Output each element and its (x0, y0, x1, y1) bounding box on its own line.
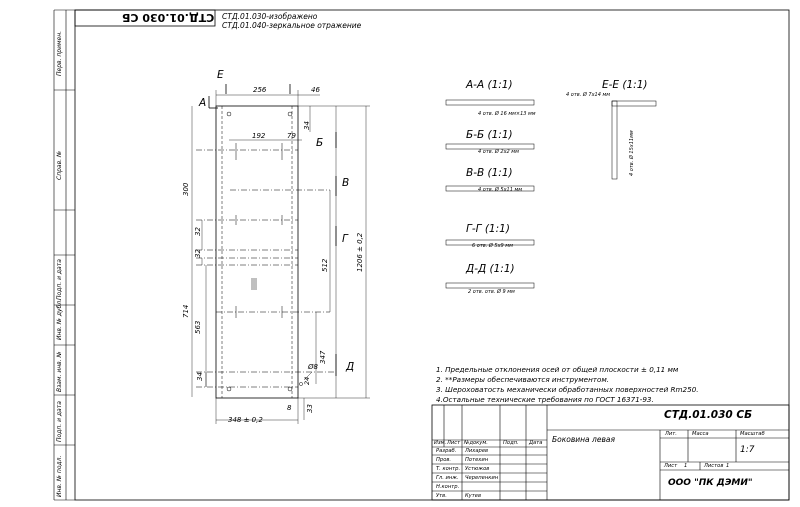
tb-sheet-label: Лист (664, 463, 678, 469)
margin-podp-data-2: Подп. и дата (56, 401, 63, 442)
dim-512: 512 (321, 258, 329, 272)
tb-role-nkontr: Н.контр. (436, 484, 460, 490)
dim-46: 46 (311, 86, 320, 94)
view-label-g: Г (342, 233, 348, 245)
tb-role-razrab: Разраб. (436, 448, 457, 454)
tb-col-podp: Подп. (503, 440, 519, 446)
dim-79: 79 (287, 132, 296, 140)
dimension-lines (192, 90, 370, 424)
tb-doc-code: СТД.01.030 СБ (664, 409, 753, 421)
tech-note-2: 2. **Размеры обеспечиваются инструментом. (436, 375, 610, 384)
dim-347: 347 (319, 350, 327, 364)
mirrored-stamp-code: СТД.01.030 СБ (122, 11, 215, 24)
tb-role-glinzh: Гл. инж. (436, 475, 459, 481)
view-label-a: А (199, 97, 207, 109)
tech-note-4: 4.Остальные технические требования по ГОСТ 16371-93. (436, 395, 654, 404)
dim-348: 348 ± 0,2 (228, 416, 263, 424)
tb-sheets-label: Листов (704, 463, 724, 469)
section-bb-note: 4 отв. Ø 2х2 мм (478, 149, 519, 155)
tb-col-izm: Изм. (434, 440, 447, 446)
dim-24: 24 (303, 376, 311, 385)
margin-vzam-inv: Взам. инв. № (56, 351, 63, 392)
tb-name-tkontr: Устюжов (465, 466, 490, 472)
section-dd-title: Д-Д (1:1) (466, 263, 515, 275)
tb-role-utv: Утв. (436, 493, 447, 499)
tb-role-tkontr: Т. контр. (436, 466, 461, 472)
dim-192: 192 (252, 132, 266, 140)
tb-sheets-value: 1 (726, 463, 730, 469)
section-aa-note: 4 отв. Ø 16 мм×13 мм (478, 111, 536, 117)
section-vv-note: 4 отв. Ø 5х11 мм (478, 187, 523, 193)
view-label-b: Б (316, 137, 324, 149)
section-gg-note: 6 отв. Ø 5х9 мм (472, 243, 513, 249)
tb-name-prov: Потехин (465, 457, 489, 463)
section-dd-note: 2 отв. отв. Ø 9 мм (468, 289, 515, 295)
dim-714: 714 (182, 304, 190, 318)
part-main-view (196, 106, 336, 398)
section-vv-title: В-В (1:1) (466, 167, 513, 179)
section-ee-note-h: 4 отв. Ø 7х14 мм (566, 92, 611, 98)
section-aa-title: А-А (1:1) (466, 79, 513, 91)
dim-33: 33 (306, 404, 314, 413)
dim-32-a: 32 (194, 227, 202, 236)
dim-phi8: Ø8 (308, 363, 318, 371)
dim-34-top: 34 (303, 121, 311, 130)
tb-col-ndokum: №докум. (464, 440, 488, 446)
dim-1206: 1206 ± 0,2 (356, 232, 364, 272)
section-cut-markers (209, 84, 336, 376)
tb-name-utv: Кутев (465, 493, 482, 499)
dim-32-b: 32 (194, 249, 202, 258)
tb-name-glinzh: Черепенкин (465, 475, 499, 481)
section-ee-note-v: 4 отв. Ø 15х11мм (629, 130, 635, 176)
tb-mass-label: Масса (692, 431, 709, 437)
dim-563: 563 (194, 320, 202, 334)
view-label-d: Д (346, 361, 355, 373)
margin-inv-dubl: Инв. № дубл. (56, 298, 63, 340)
tech-note-1: 1. Предельные отклонения осей от общей плоскости ± 0,11 мм (436, 365, 679, 374)
view-label-e: Е (217, 69, 224, 81)
tb-sheet-value: 1 (684, 463, 688, 469)
margin-sprav-no: Справ. № (56, 150, 63, 180)
note-line-1: СТД.01.030-изображено (222, 12, 318, 21)
tb-part-name: Боковина левая (552, 435, 615, 444)
view-label-v: В (342, 177, 350, 189)
tb-scale-value: 1:7 (740, 445, 755, 455)
dim-256: 256 (253, 86, 267, 94)
dim-300: 300 (182, 182, 190, 196)
margin-inv-podl: Инв. № подл. (56, 455, 63, 497)
dim-8: 8 (287, 404, 292, 412)
margin-perv-primen: Перв. примен. (56, 30, 63, 76)
tb-col-list: Лист (447, 440, 461, 446)
tech-note-3: 3. Шероховатость механически обработанных поверхностей Rm250. (436, 385, 699, 394)
note-line-2: СТД.01.040-зеркальное отражение (222, 21, 362, 30)
tb-lit-label: Лит. (665, 431, 677, 437)
tb-col-data: Дата (529, 440, 543, 446)
margin-podp-data-1: Подп. и дата (56, 259, 63, 300)
section-ee-title: Е-Е (1:1) (602, 79, 648, 91)
tb-company: ООО "ПК ДЭМИ" (668, 478, 753, 488)
tb-role-prov: Пров. (436, 457, 452, 463)
dim-34-bot: 34 (196, 372, 204, 381)
tb-name-razrab: Лихарев (465, 448, 489, 454)
section-bb-title: Б-Б (1:1) (466, 129, 513, 141)
tb-scale-label: Масштаб (740, 431, 765, 437)
section-gg-title: Г-Г (1:1) (466, 223, 510, 235)
